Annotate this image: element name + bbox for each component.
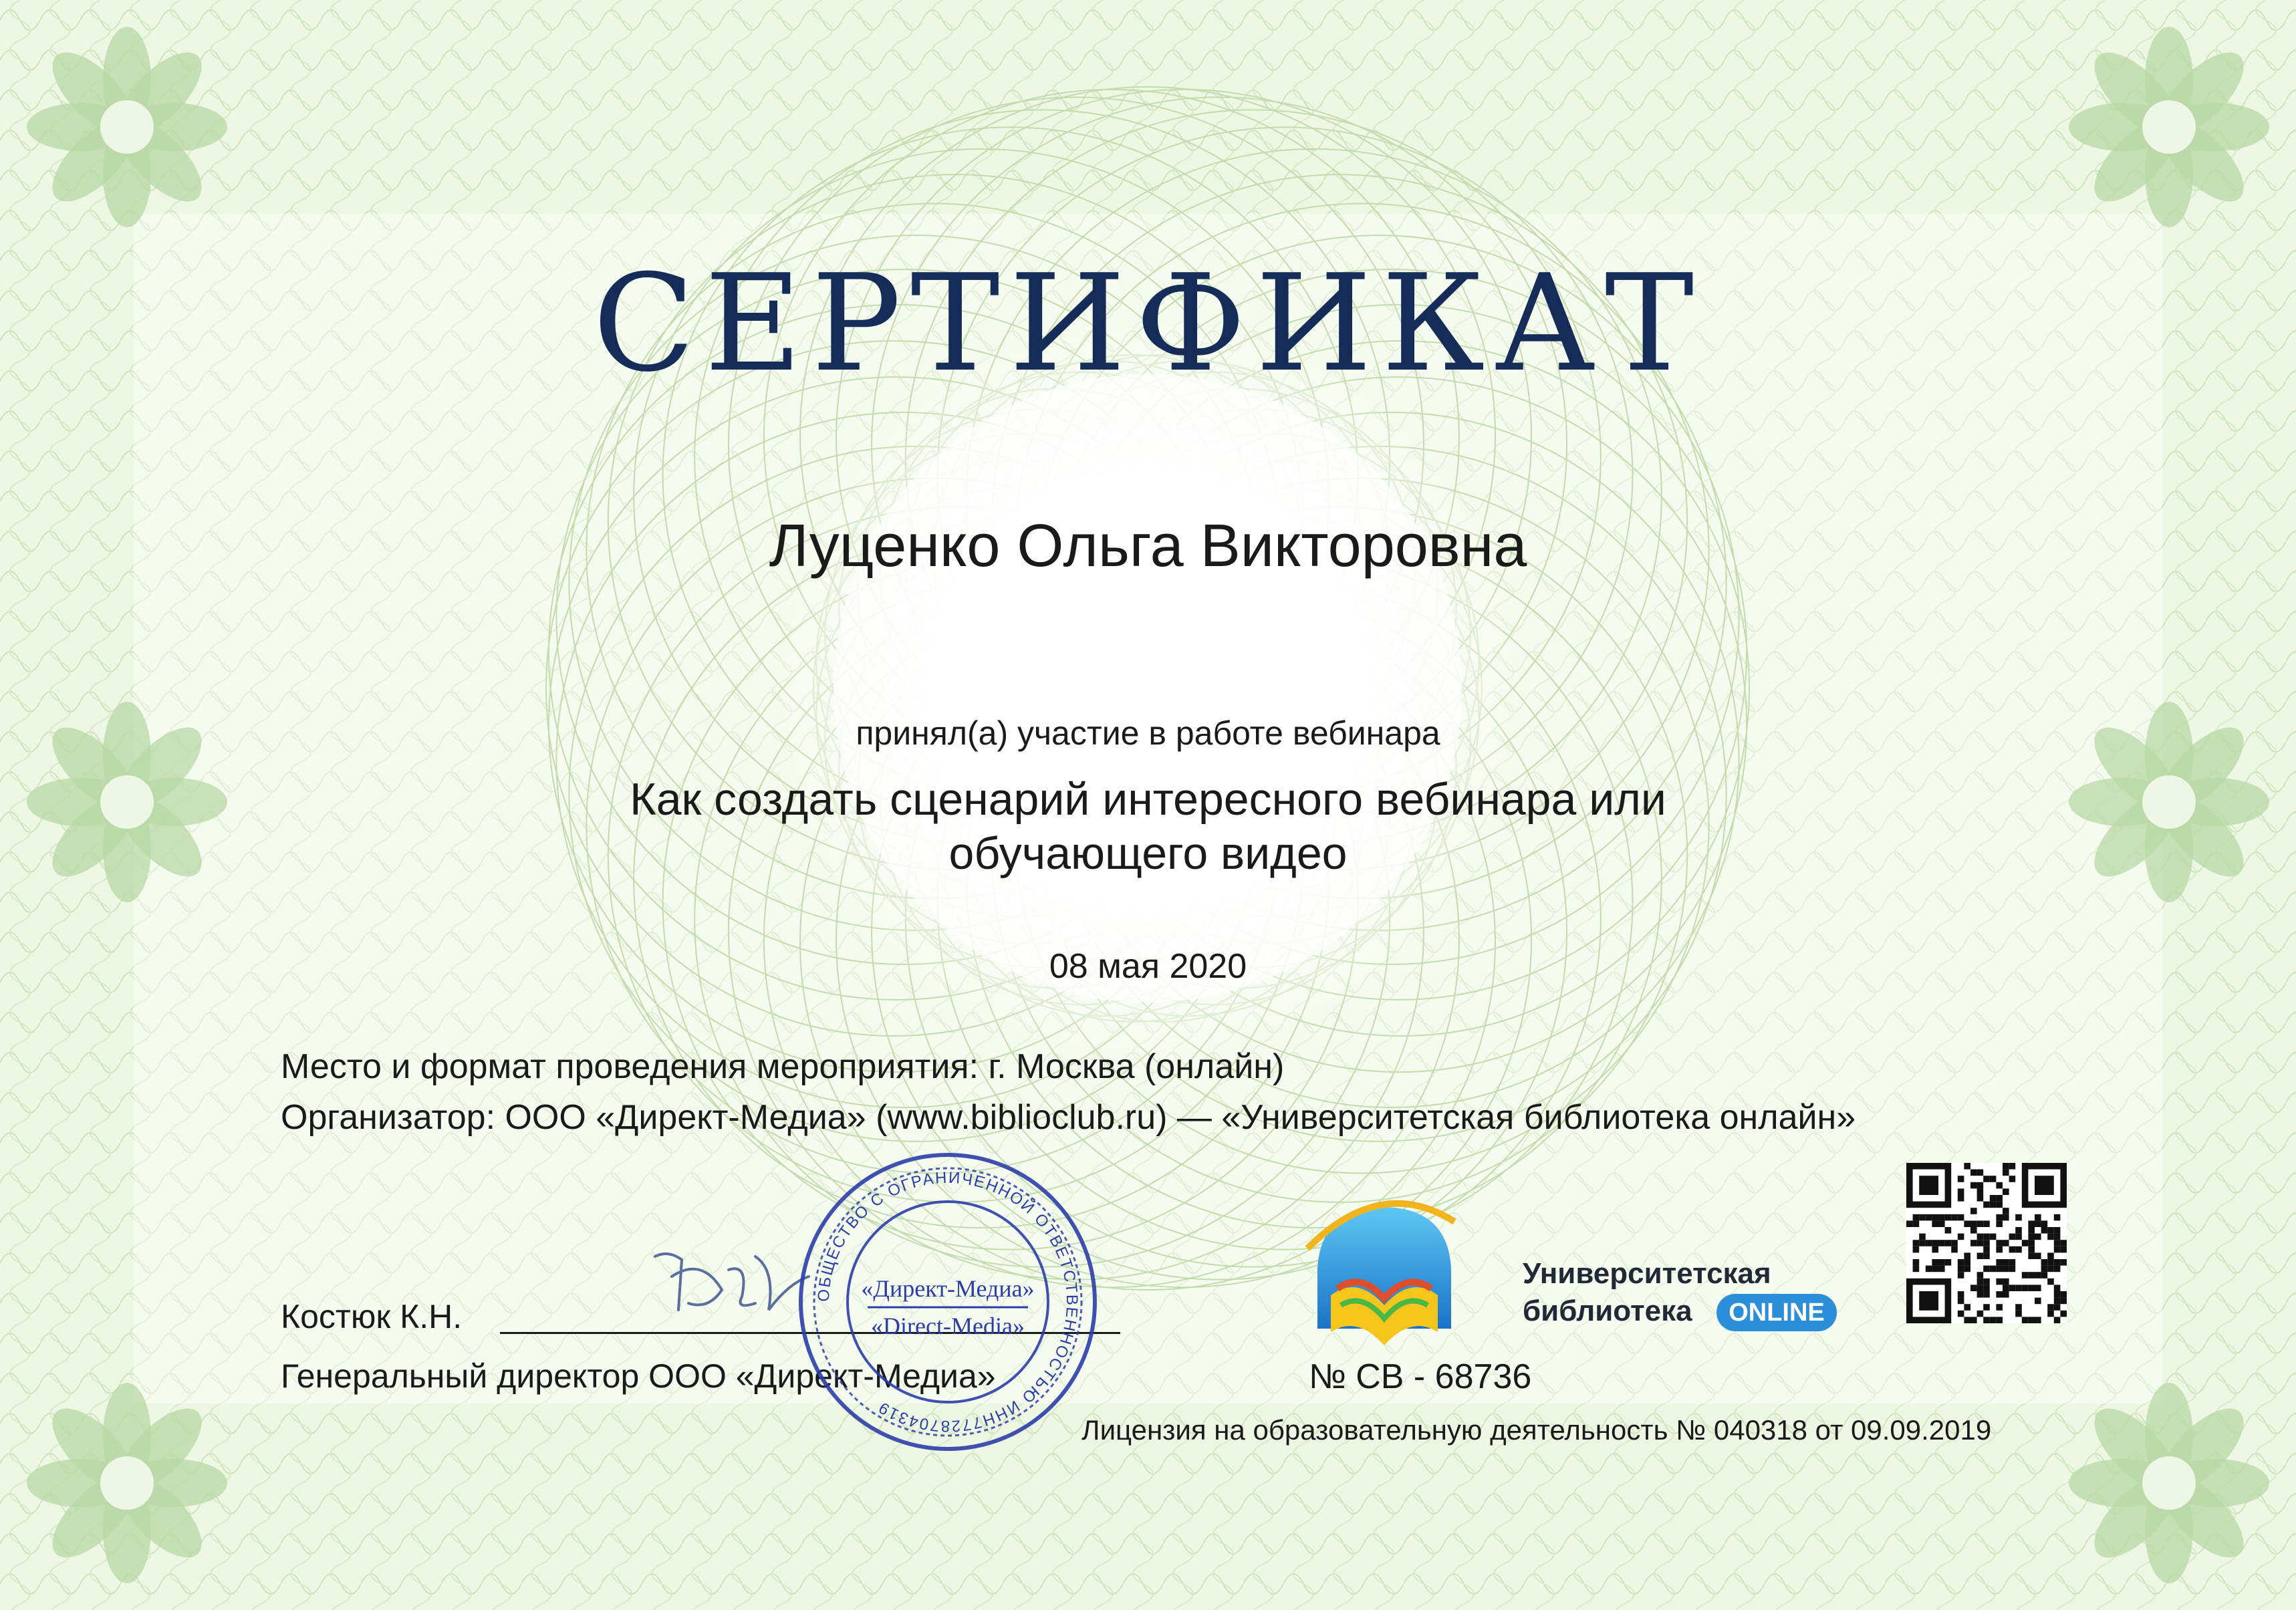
event-date: 08 мая 2020 [1049, 947, 1247, 986]
company-stamp [794, 1148, 1102, 1456]
library-name-line-2: библиотека [1523, 1295, 1692, 1327]
svg-text:ОБЩЕСТВО С ОГРАНИЧЕННОЙ ОТВЕТС: ОБЩЕСТВО С ОГРАНИЧЕННОЙ ОТВЕТСТВЕННОСТЬЮ ИНН7728704319 [814, 1168, 1081, 1436]
online-badge: ONLINE [1716, 1294, 1837, 1331]
svg-text:«Direct-Media»: «Direct-Media» [871, 1313, 1025, 1339]
university-library-logo-icon [1301, 1195, 1468, 1355]
certificate-title: СЕРТИФИКАТ [592, 246, 1704, 402]
webinar-title-line-2: обучающего видео [948, 828, 1348, 879]
certificate-number: № СВ - 68736 [1309, 1357, 1532, 1396]
event-place: Место и формат проведения мероприятия: г. Москва (онлайн) [281, 1047, 1285, 1086]
webinar-title-line-1: Как создать сценарий интересного вебинара или [630, 774, 1666, 825]
handwritten-signature [642, 1230, 815, 1330]
event-organizer: Организатор: ООО «Директ-Медиа» (www.biblioclub.ru) — «Университетская библиотека онлайн» [281, 1098, 1856, 1137]
svg-text:«Директ-Медиа»: «Директ-Медиа» [861, 1275, 1035, 1302]
education-license: Лицензия на образовательную деятельность № 040318 от 09.09.2019 [1081, 1414, 1992, 1446]
signer-position: Генеральный директор ООО «Директ-Медиа» [281, 1357, 996, 1395]
library-name-line-1: Университетская [1523, 1257, 1771, 1290]
recipient-name: Луценко Ольга Викторовна [769, 513, 1527, 579]
participation-text: принял(а) участие в работе вебинара [856, 714, 1440, 752]
qr-code-icon [1906, 1163, 2067, 1323]
signer-name: Костюк К.Н. [281, 1298, 463, 1335]
